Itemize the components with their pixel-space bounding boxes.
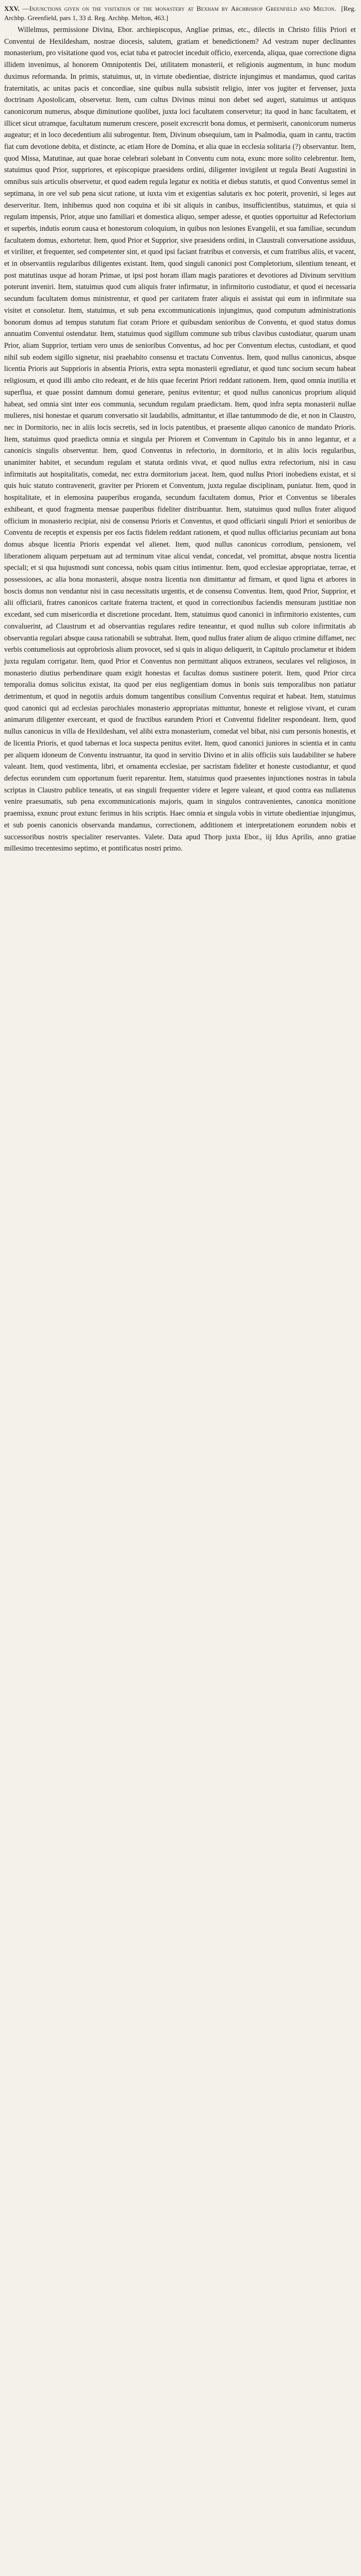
document-reference: [Reg. Archbp. Greenfield, pars 1, 33 d. Reg. Archbp. Melton, 463.] <box>4 5 356 22</box>
document-body: Willelmus, permissione Divina, Ebor. archiepiscopus, Angliae primas, etc., dilectis in Christo filiis Priori et Conventui de Hexildesham, nostrae diocesis, salutem, gratiam et benedictionem? Ad vestram nuper declinantes monasterium, pro visitatione quod vos, eciat tuba et patrociet inceduit officio, exercenda, aliqua, quae correctione digna illidem invenimus, al honorem Omnipotentis Dei, utilitatem monasterii, et religionis augmentum, in hunc modum duximus reformanda. In primis, statuimus, ut, in virtute obedientiae, districte injungimus et mandamus, quod caritas fraternitatis, ac unitas pacis et concordiae, sine quibus nulla subsistit religio, inter vos jugiter et fervenser, juxta doctrinam Apostolicam, observetur. Item, cum cultus Divinus minui non debet sed augeri, statuimus ut antiquus canonicorum numerus, absque diminutione quolibet, juxta loci facultatem conservetur; ita quod in hanc facultatem, et illicet sicut utramque, facultatum numerum crescere, poseit excrescrit bona domus, et permiserit, canonicorum numerus augeatur; et in loco decedentium alii subrogentur. Item, Divinum obsequium, tam in Psalmodia, quam in cantu, tractim fiat cum devotione debita, et distincte, ac etiam Hore de Domina, et alia quae in ecclesia solitaria (?) observantur. Item, quod Missa, Matutinae, aut quae horae celebrari solebant in Conventu cum nota, exunc more solito celebrentur. Item, statuimus quod Prior, suppriores, et episcopique praesidens ordini, diligenter invigilent ut regula Beati Augustini in omnibus suis articulis observetur, et quod eadem regula legatur ex notitia et diebus statutis, et quod Conventus semel in septimana, in ore vel sub pena sicut ratione, ut iuxta vim et exigentias salutaris ex hoc poterit, proveniri, si leges aut deserveritur. Item, inhibemus quod non coquina et ibi sit aliquis in canibus, insufficientibus, statuimus, et quia si regulam impensis, Prior, atque uno familiari et domestica aliquo, semper adesse, et quoties opportuitur ad Refectorium et superbis, indutis eorum causa et honestorum coloquium, in quibus non lesiones Evangelii, et sua familiae, secundum facultatem domus, exhortetur. Item, quod Prior et Supprior, sive praesidens ordini, in Claustrali conversatione assiduus, et viriliter, et frequenter, sed competenter sint, et quod ipsi faciant fratribus et conversis, et cum fratribus aliis, et vacent, et in observantiis regularibus diligentes existant. Item, quod singuli canonici post Completorium, silentium teneant, et post matutinas usque ad horam Primae, ut ipsi post horam illam magis paratiores et devotiores ad Divinum servitium poterunt inveniri. Item, statuimus quod cum aliquis frater infirmatur, in infirmitorio custodiatur, et quod ei necessaria secundum facultatem domus ministrentur, et quod per caritatem frater aliquis ei assistat qui eum in infirmitate sua visitet et consoletur. Item, statuimus, et sub pena excommunicationis injungimus, quod computum administrationis bonorum domus ad tempus statutum fiat coram Priore et quibusdam senioribus de Conventu, et quod status domus annuatim Conventui ostendatur. Item, statuimus quod sigillum commune sub tribus clavibus custodiatur, quarum unam Prior, aliam Supprior, tertiam vero unus de senioribus Conventus, ad hoc per Conventum electus, custodiant, et quod nihil sub eodem sigillo signetur, nisi praehabito consensu et tractatu Conventus. Item, quod nullus canonicus, absque licentia Prioris aut Supprioris in absentia Prioris, extra septa monasterii egrediatur, et quod tunc socium secum habeat religiosum, et quod illi ambo cito redeant, et de hiis quae fecerint Priori reddant rationem. Item, quod omnia inutilia et superflua, et quae possint damnum domui generare, penitus evitentur; et quod nullus canonicus proprium aliquid habeat, sed omnia sint inter eos communia, secundum regulam praedictam. Item, quod infra septa monasterii nullae mulieres, nisi honestae et quarum conversatio sit laudabilis, admittantur, et illae tantummodo de die, et non in Claustro, nec in Dormitorio, nec in aliis locis secretis, sed in locis patentibus, et praesente aliquo canonico de mandato Prioris. Item, statuimus quod praedicta omnia et singula per Priorem et Conventum in Capitulo bis in anno legantur, et a canonicis singulis observentur. Item, quod Conventus in refectorio, in dormitorio, et in aliis locis regularibus, unanimiter habitet, et secundum regulam et statuta ordinis vivat, et quod nullus extra refectorium, nisi in casu infirmitatis aut hospitalitatis, comedat, nec extra dormitorium jaceat. Item, quod nullus Priori inobediens existat, et si quis huic statuto contravenerit, graviter per Priorem et Conventum, juxta regulae disciplinam, puniatur. Item, quod in hospitalitate, et in elemosina pauperibus eroganda, secundum facultatem domus, Prior et Conventus se liberales exhibeant, et quod fragmenta mensae pauperibus fideliter distribuantur. Item, statuimus quod nullus frater aliquod officium in monasterio recipiat, nisi de consensu Prioris et Conventus, et quod officiarii singuli Priori et senioribus de Conventu de receptis et expensis per eos factis fidelem reddant rationem, et quod nullus officiarius pecuniam aut bona domus absque licentia Prioris expendat vel alienet. Item, quod nullus canonicus corrodium, pensionem, vel liberationem aliquam perpetuam aut ad terminum vitae alicui vendat, concedat, vel promittat, absque nostra licentia speciali; et si qua hujusmodi sunt concessa, nobis quam citius intimentur. Item, quod ecclesiae appropriatae, terrae, et possessiones, ac alia bona monasterii, absque nostra licentia non dimittantur ad firmam, et quod ligna et arbores in boscis domus non vendantur nisi in casu necessitatis urgentis, et de consensu Conventus. Item, quod Prior, Supprior, et alii officiarii, fratres canonicos caritate fraterna tractent, et quod in correctionibus faciendis mensuram justitiae non excedant, sed cum misericordia et discretione procedant. Item, statuimus quod canonici in infirmitorio existentes, cum convaluerint, ad Claustrum et ad observantias regulares redire teneantur, et quod nullus sub colore infirmitatis ab observantia regulari absque causa rationabili se subtrahat. Item, quod nullus frater alium de aliquo crimine diffamet, nec verbis contumeliosis aut opprobriosis alium provocet, sed si quis in aliquo deliquerit, in Capitulo proclametur et ibidem juxta regulam corrigatur. Item, quod Prior et Conventus non permittant aliquos extraneos, seculares vel religiosos, in monasterio diutius perhendinare quam exigit honestas et facultas domus sustinere poterit. Item, quod Prior circa temporalia domus solicitus existat, ita quod per eius negligentiam domus in bonis suis temporalibus non patiatur detrimentum, et quod in negotiis arduis domum tangentibus consilium Conventus requirat et habeat. Item, statuimus quod canonici qui ad ecclesias parochiales monasterio appropriatas mittuntur, honeste et religiose vivant, et curam animarum diligenter exerceant, et quod de fructibus earundem Priori et Conventui fideliter respondeant. Item, quod nullus canonicus in villa de Hexildesham, vel alibi extra monasterium, comedat vel bibat, nisi cum personis honestis, et de licentia Prioris, et quod tabernas et loca suspecta penitus evitet. Item, quod canonici juniores in scientia et in cantu per aliquem idoneum de Conventu instruantur, ita quod in servitio Divino et in aliis officiis suis laudabiliter se habere valeant. Item, quod vestimenta, libri, et ornamenta ecclesiae, per sacristam fideliter et honeste custodiantur, et quod defectus eorundem cum opportunum fuerit reparentur. Item, statuimus quod praesentes injunctiones nostras in tabula scriptas in Claustro publice teneatis, ut eas singuli frequenter videre et legere valeant, et quod contra eas nullatenus venire praesumatis, sub pena excommunicationis majoris, quam in singulos contravenientes, canonica monitione praemissa, exnunc prout extunc ferimus in hiis scriptis. Haec omnia et singula vobis in virtute obedientiae injungimus, et sub poenis canonicis observanda mandamus, correctionem, additionem et interpretationem eorundem nobis et successoribus nostris specialiter reservantes. Valete. Data apud Thorp juxta Ebor., iij Idus Aprilis, anno gratiae millesimo trecentesimo septimo, et pontificatus nostri primo. <box>4 26 356 853</box>
document-heading <box>4 4 356 22</box>
document-number: XXV. <box>4 5 20 12</box>
document-title: —Injunctions given on the visitation of the monastery at Bexham by Archbishop Greenfield and Melton. <box>22 5 336 12</box>
